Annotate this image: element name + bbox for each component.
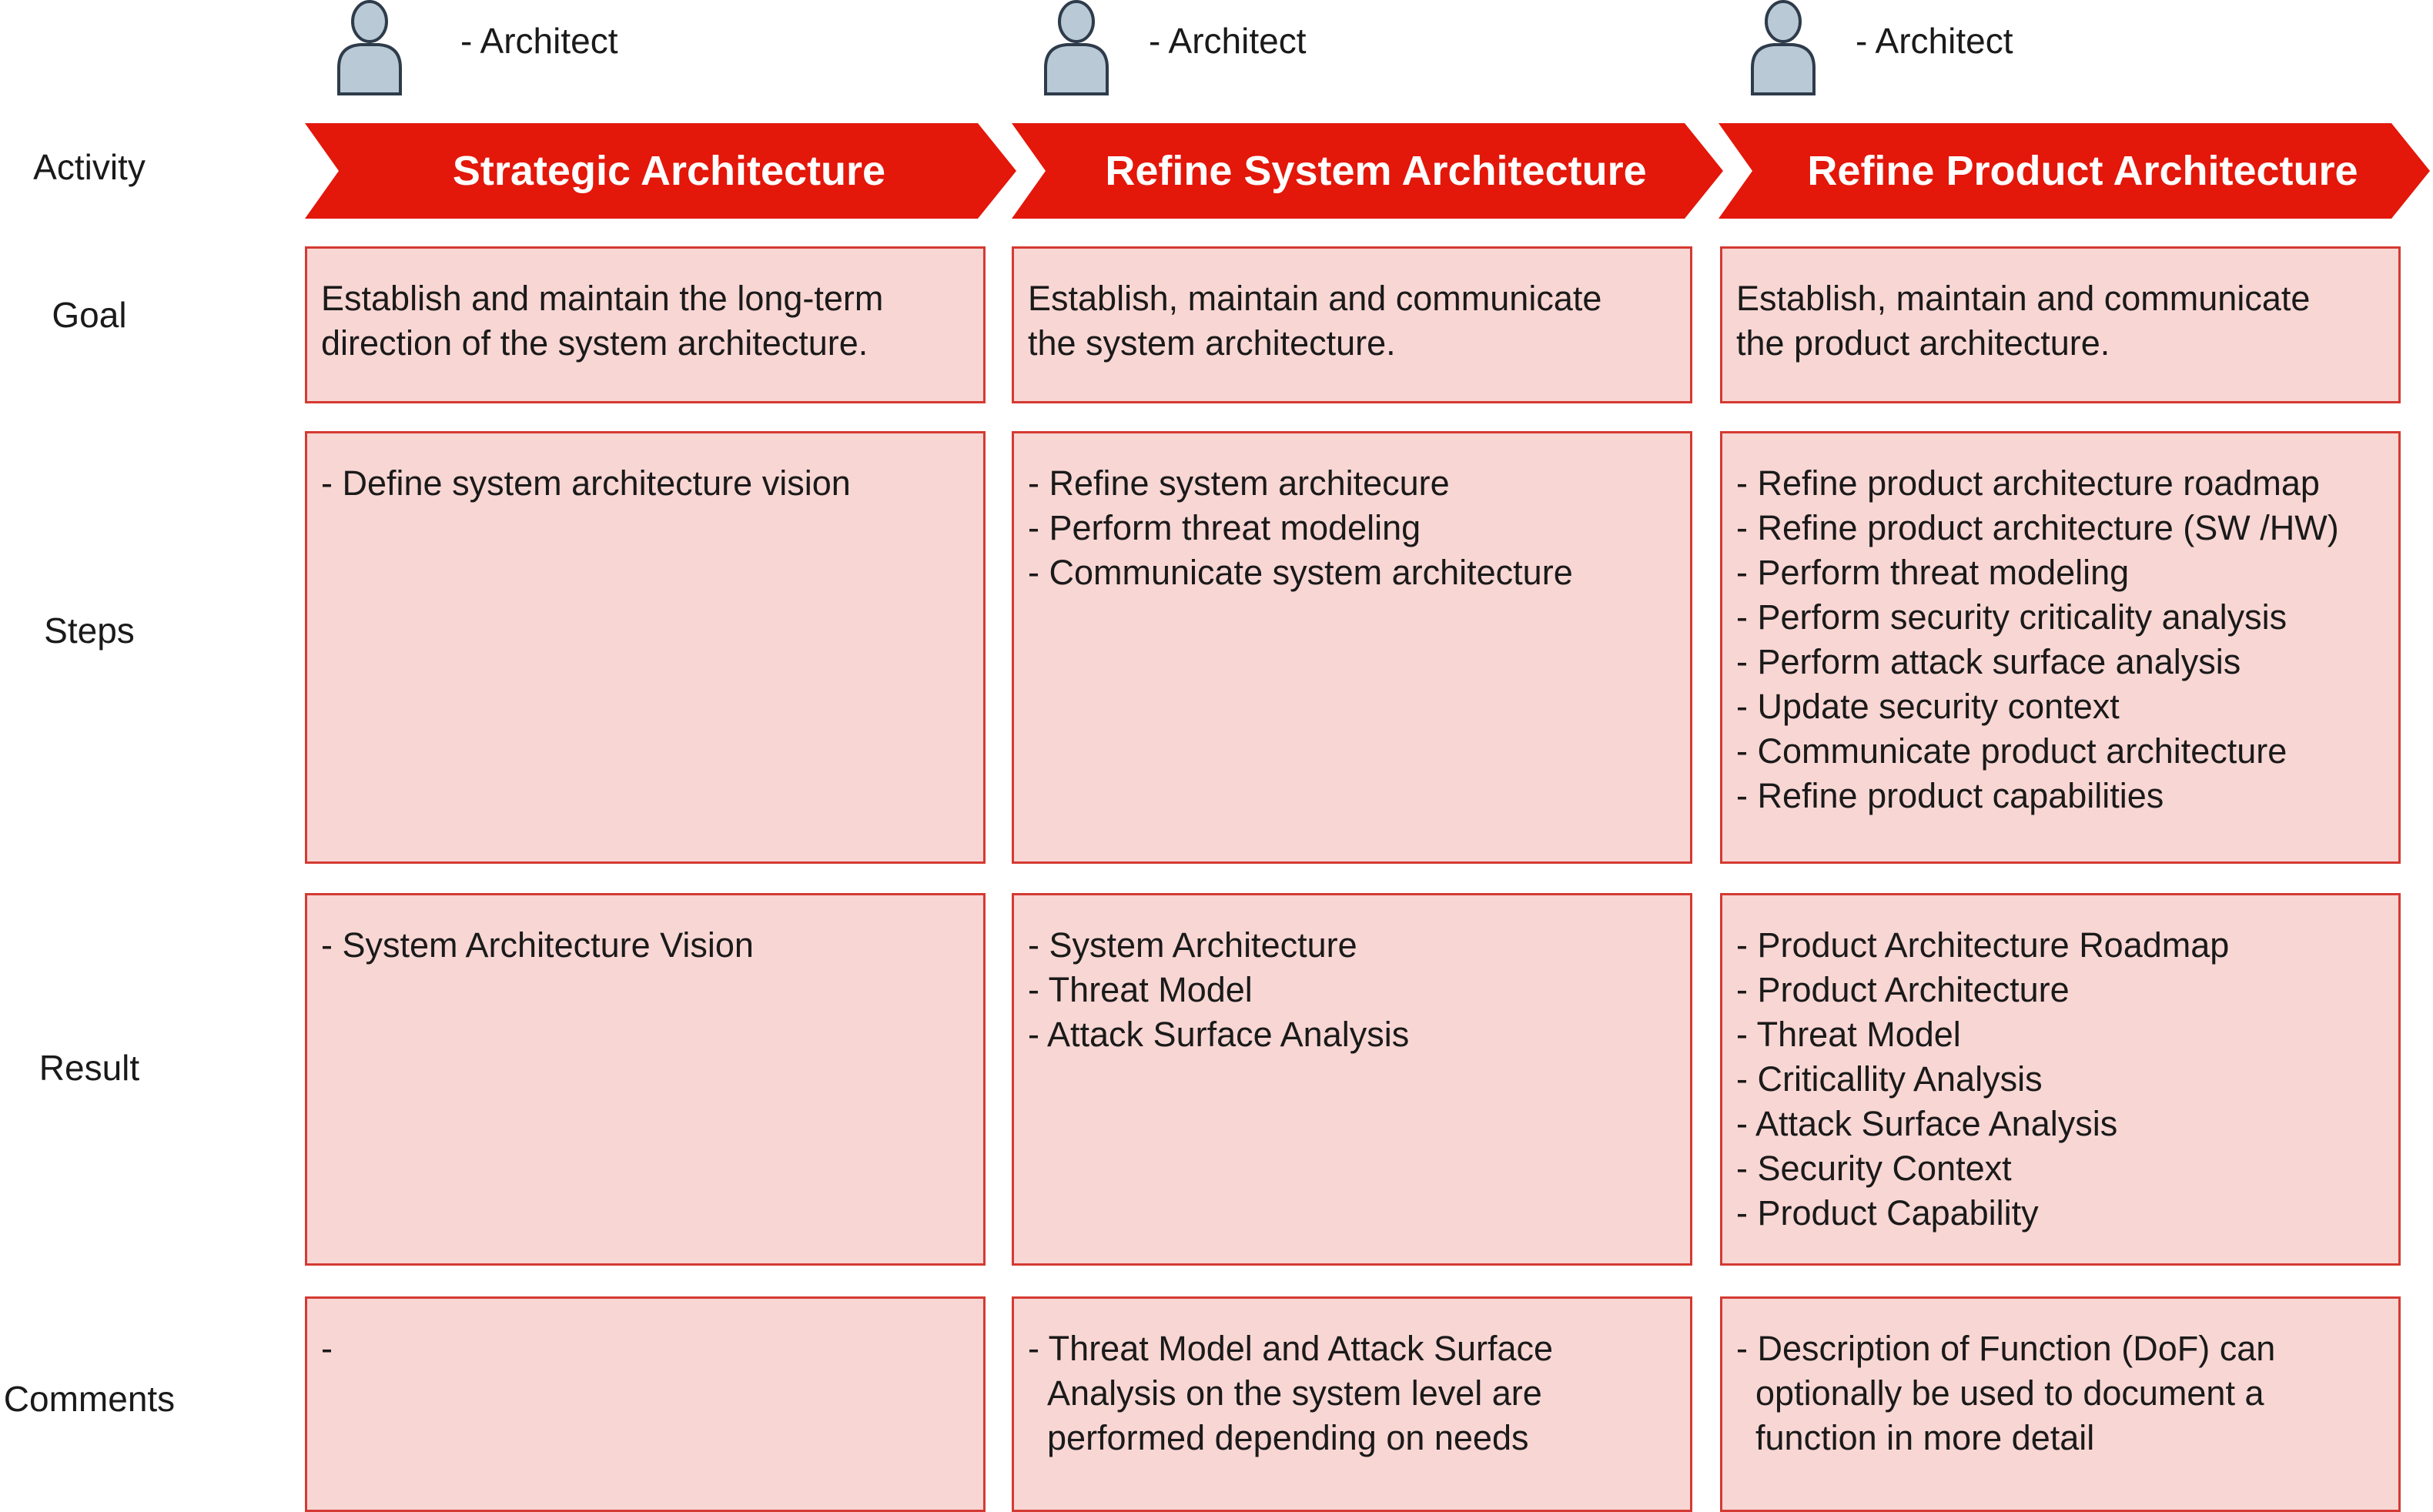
role-label: - Architect <box>1856 21 2013 61</box>
role-header-1 <box>336 0 721 100</box>
comments-cell-2: - Threat Model and Attack Surface Analysis on the system level are performed depending on needs <box>1012 1296 1692 1512</box>
comments-cell-1: - <box>305 1296 986 1512</box>
person-icon <box>1749 0 1817 95</box>
row-label-comments: Comments <box>3 1379 176 1419</box>
result-cell-3: - Product Architecture Roadmap - Product Architecture - Threat Model - Criticallity Analysis - Attack Surface Analysis - Security Context - Product Capability <box>1720 893 2401 1266</box>
result-cell-1: - System Architecture Vision <box>305 893 986 1266</box>
person-icon <box>336 0 403 95</box>
goal-cell-3: Establish, maintain and communicate the product architecture. <box>1720 246 2401 403</box>
activity-title: Strategic Architecture <box>452 148 886 194</box>
steps-cell-2: - Refine system architecure - Perform threat modeling - Communicate system architecture <box>1012 431 1692 864</box>
steps-cell-3: - Refine product architecture roadmap - Refine product architecture (SW /HW) - Perform threat modeling - Perform security criticality analysis - Perform attack surface analysis - Update security context - Communicate product architecture - Refine product capabilities <box>1720 431 2401 864</box>
activity-chevron-2 <box>1012 123 1723 219</box>
result-cell-2: - System Architecture - Threat Model - Attack Surface Analysis <box>1012 893 1692 1266</box>
row-label-result: Result <box>38 1048 140 1088</box>
activity-title: Refine System Architecture <box>1105 148 1647 194</box>
activity-title: Refine Product Architecture <box>1807 148 2358 194</box>
goal-cell-2: Establish, maintain and communicate the system architecture. <box>1012 246 1692 403</box>
role-header-2 <box>1042 0 1427 100</box>
row-label-goal: Goal <box>52 295 127 335</box>
role-label: - Architect <box>460 21 618 61</box>
row-label-steps: Steps <box>44 610 135 651</box>
person-icon <box>1042 0 1110 95</box>
comments-cell-3: - Description of Function (DoF) can optionally be used to document a function in more detail <box>1720 1296 2401 1512</box>
steps-cell-1: - Define system architecture vision <box>305 431 986 864</box>
role-label: - Architect <box>1149 21 1307 61</box>
goal-cell-1: Establish and maintain the long-term direction of the system architecture. <box>305 246 986 403</box>
row-label-activity: Activity <box>33 147 146 187</box>
activity-chevron-3 <box>1718 123 2430 219</box>
role-header-3 <box>1749 0 2134 100</box>
activity-chevron-1 <box>305 123 1016 219</box>
